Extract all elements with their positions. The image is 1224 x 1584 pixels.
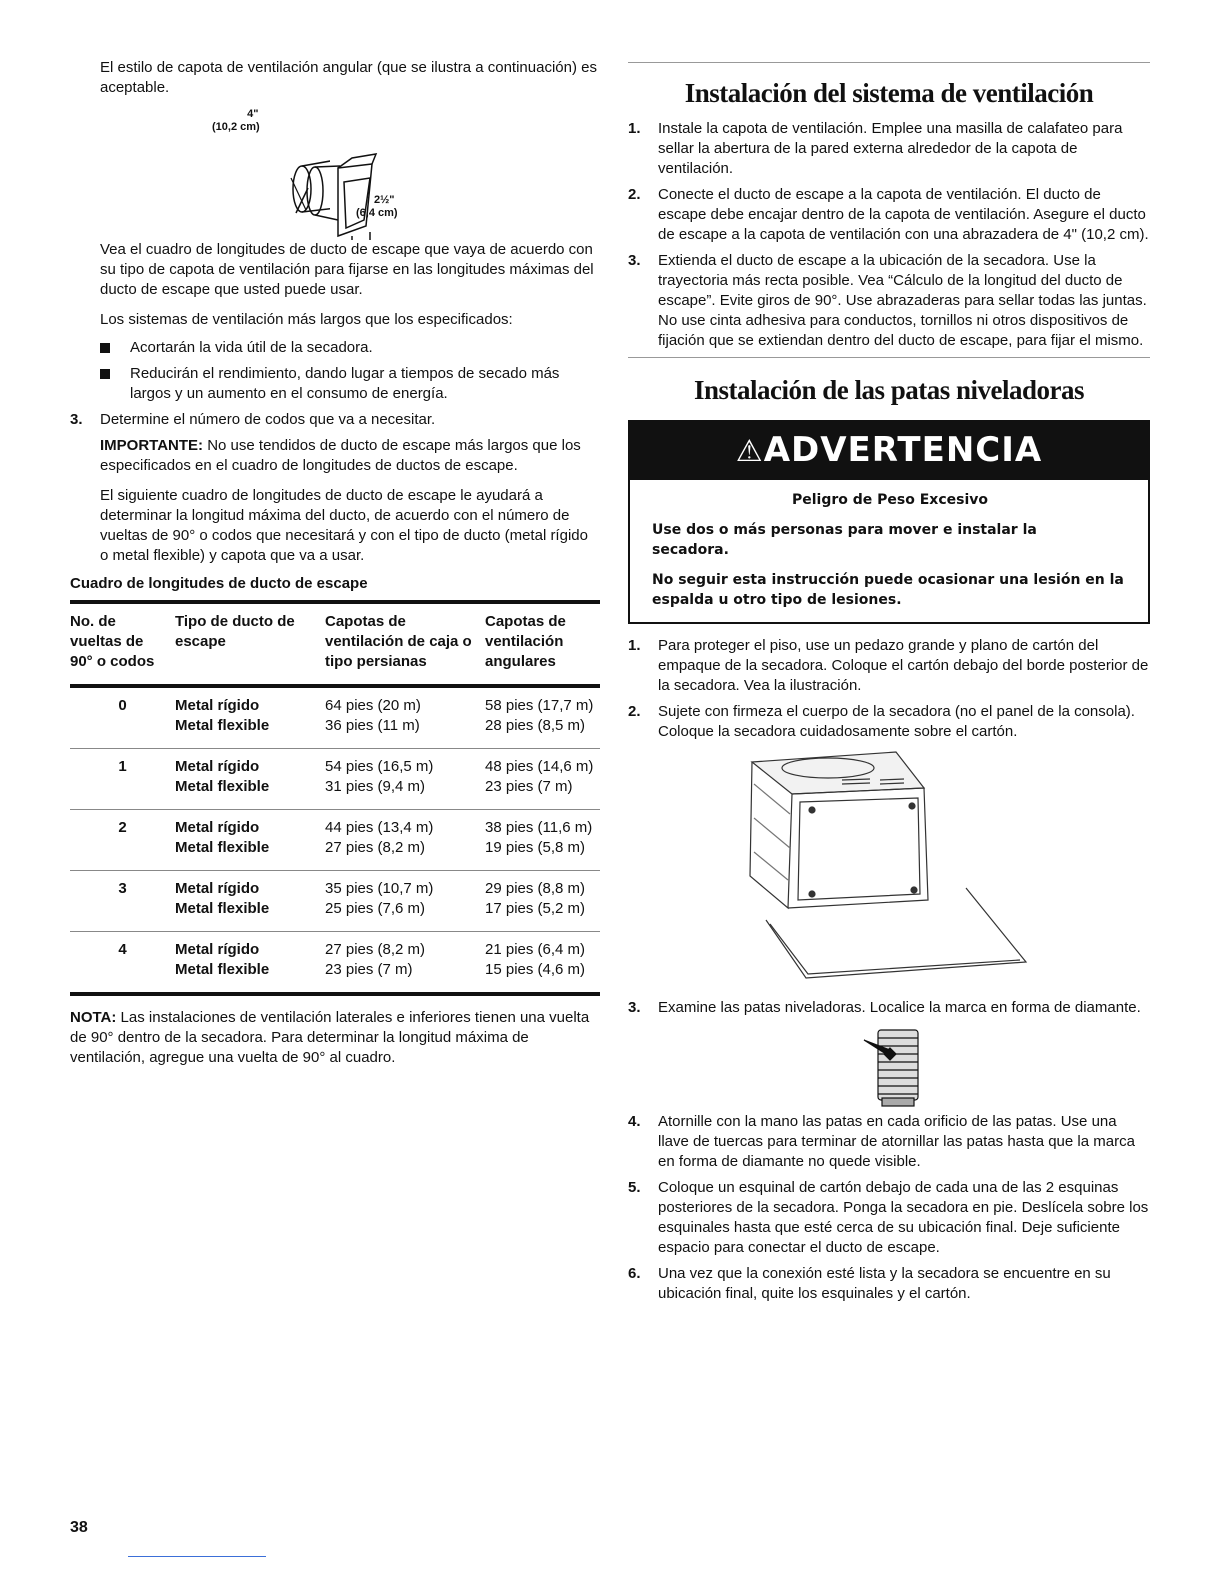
leveling-steps-c [628,1112,1150,1304]
flexible-label: Metal flexible [175,717,270,734]
dryer-on-cardboard-illustration [628,748,1150,998]
vent-step [628,251,1150,351]
table-header-row [70,602,600,686]
leveling-steps-a [628,636,1150,742]
step-number: 4. [628,1113,641,1130]
important-text: No use tendidos de ducto de escape más largos que los especificados en el cuadro de longitudes de ductos de escape. [100,437,581,474]
depth-cm: (6,4 cm) [356,207,398,219]
flexible-label: Metal flexible [175,961,270,978]
heading-vent-system: Instalación del sistema de ventilación [684,78,1094,108]
warning-header [630,422,1148,480]
step-number: 2. [628,186,641,203]
angled-vent-hood-diagram [100,108,600,240]
step-number: 5. [628,1179,641,1196]
important-note [100,436,600,476]
top-rule [628,62,1150,63]
section-rule [628,357,1150,358]
vent-step [628,185,1150,245]
intro-text: El estilo de capota de ventilación angular (que se ilustra a continuación) es aceptable. [100,59,597,96]
flexible-label: Metal flexible [175,778,270,795]
leveling-step [628,1178,1150,1258]
flexible-box-value: 27 pies (8,2 m) [325,839,426,856]
warning-box [628,420,1150,624]
step-text: Examine las patas niveladoras. Localice la marca en forma de diamante. [658,999,1141,1016]
rigid-label: Metal rígido [175,819,260,836]
flexible-label: Metal flexible [175,839,270,856]
rigid-angled-value: 21 pies (6,4 m) [485,941,586,958]
warning-title: ADVERTENCIA [763,430,1043,470]
table-row [70,810,600,871]
bullet-item: Acortarán la vida útil de la secadora. [100,338,600,358]
flexible-angled-value: 23 pies (7 m) [485,778,573,795]
vent-hood-lines [70,108,600,240]
leveling-step [628,1264,1150,1304]
step-number: 3. [628,999,641,1016]
step-text: Conecte el ducto de escape a la capota de ventilación. El ducto de escape debe encajar dentro de la capota de ventilación. Asegure el ducto de escape a la capota de ventilación con una abrazadera de 4" (10,2 cm). [658,186,1149,243]
flexible-box-value: 36 pies (11 m) [325,717,420,734]
table-row [70,932,600,995]
diameter-label [212,108,260,134]
flexible-box-value: 25 pies (7,6 m) [325,900,426,917]
important-label: IMPORTANTE: [100,437,204,454]
cell-box [325,932,485,995]
bullet-item: Reducirán el rendimiento, dando lugar a tiempos de secado más largos y un aumento en el consumo de energía. [100,364,600,404]
cell-box [325,686,485,749]
flexible-box-value: 23 pies (7 m) [325,961,413,978]
diameter-cm: (10,2 cm) [212,121,260,133]
leveling-step [628,998,1150,1018]
rigid-box-value: 64 pies (20 m) [325,697,421,714]
vent-steps [628,119,1150,351]
cell-box [325,749,485,810]
cell-angled [485,810,600,871]
leveling-steps-b [628,998,1150,1018]
table-row [70,871,600,932]
cell-turns: 2 [118,819,127,836]
step-text: Para proteger el piso, use un pedazo grande y plano de cartón del empaque de la secadora. Coloque el cartón debajo del borde posterior de la secadora. Vea la ilustración. [658,637,1149,694]
exhaust-length-table [70,600,600,996]
flexible-box-value: 31 pies (9,4 m) [325,778,426,795]
step-number: 1. [628,637,641,654]
nota-text: Las instalaciones de ventilación laterales e inferiores tienen una vuelta de 90° dentro de la secadora. Para determinar la longitud máxima de ventilación, agregue una vuelta de 90° al cuadro. [70,1009,590,1066]
rigid-angled-value: 38 pies (11,6 m) [485,819,593,836]
step-number: 3. [70,411,83,428]
rigid-box-value: 54 pies (16,5 m) [325,758,434,775]
step-3-elbows [70,410,600,566]
cell-duct-type [175,871,325,932]
leveling-step [628,636,1150,696]
rigid-label: Metal rígido [175,697,260,714]
flexible-label: Metal flexible [175,900,270,917]
step-number: 1. [628,120,641,137]
chart-explanation: El siguiente cuadro de longitudes de ducto de escape le ayudará a determinar la longitud máxima del ducto, de acuerdo con el número de vueltas de 90° o codos que necesitará y con el tipo de ducto (metal rígido o metal flexible) y capota que va a usar. [100,487,588,564]
cell-turns: 0 [118,697,127,714]
flexible-angled-value: 28 pies (8,5 m) [485,717,586,734]
step-text: Instale la capota de ventilación. Emplee una masilla de calafateo para sellar la abertura de la pared externa alrededor de la capota de ventilación. [658,120,1123,177]
rigid-box-value: 27 pies (8,2 m) [325,941,426,958]
flexible-angled-value: 19 pies (5,8 m) [485,839,586,856]
rigid-angled-value: 48 pies (14,6 m) [485,758,594,775]
depth-inches: 2½" [374,194,395,206]
step-number: 2. [628,703,641,720]
heading-leveling-legs: Instalación de las patas niveladoras [693,375,1085,405]
step-text: Una vez que la conexión esté lista y la secadora se encuentre en su ubicación final, quite los esquinales y el cartón. [658,1265,1111,1302]
warning-body [630,480,1148,622]
rigid-label: Metal rígido [175,880,260,897]
cell-angled [485,932,600,995]
header-turns: No. de vueltas de 90° o codos [70,613,155,670]
cell-duct-type [175,932,325,995]
warning-subtitle: Peligro de Peso Excesivo [791,492,988,508]
step-text: Extienda el ducto de escape a la ubicación de la secadora. Use la trayectoria más recta posible. Vea “Cálculo de la longitud del ducto de escape”. Evite giros de 90°. Use abrazaderas para sellar todas las juntas. No use cinta adhesiva para conductos, tornillos ni otros dispositivos de fijación que se extiendan dentro del ducto de escape, para fijar el mismo. [658,252,1147,349]
cell-box [325,810,485,871]
footer-rule [128,1556,266,1557]
cell-turns: 3 [118,880,127,897]
step-text: Sujete con firmeza el cuerpo de la secadora (no el panel de la consola). Coloque la secadora cuidadosamente sobre el cartón. [658,703,1135,740]
left-column [70,58,600,1068]
flexible-angled-value: 17 pies (5,2 m) [485,900,586,917]
cell-duct-type [175,686,325,749]
cell-duct-type [175,810,325,871]
warning-line-1: Use dos o más personas para mover e instalar la secadora. [652,522,1037,558]
step-text: Determine el número de codos que va a necesitar. [100,411,436,428]
flexible-angled-value: 15 pies (4,6 m) [485,961,586,978]
rigid-label: Metal rígido [175,941,260,958]
rigid-angled-value: 29 pies (8,8 m) [485,880,586,897]
header-angled: Capotas de ventilación angulares [485,613,566,670]
leveling-leg-icon [628,1024,1150,1112]
page-number: 38 [70,1519,88,1536]
step-number: 3. [628,252,641,269]
diameter-inches: 4" [247,108,259,120]
header-duct-type: Tipo de ducto de escape [175,613,295,650]
paragraph-chart-reference: Vea el cuadro de longitudes de ducto de escape que vaya de acuerdo con su tipo de capota de ventilación para fijarse en las longitudes máximas del ducto de escape que usted puede usar. [100,241,594,298]
step-text: Coloque un esquinal de cartón debajo de cada una de las 2 esquinas posteriores de la secadora. Ponga la secadora en pie. Deslícela sobre los esquinales hasta que esté cerca de su ubicación final. Deje suficiente espacio para conectar el ducto de escape. [658,1179,1149,1256]
leveling-step [628,702,1150,742]
nota-note [70,1008,600,1068]
cell-angled [485,871,600,932]
nota-label: NOTA: [70,1009,117,1026]
rigid-box-value: 44 pies (13,4 m) [325,819,434,836]
depth-label [356,194,398,220]
rigid-label: Metal rígido [175,758,260,775]
table-row [70,749,600,810]
consequences-list [100,338,600,404]
cell-angled [485,749,600,810]
right-column [628,62,1150,1310]
cell-box [325,871,485,932]
vent-step [628,119,1150,179]
header-box-louvered: Capotas de ventilación de caja o tipo persianas [325,613,472,670]
warning-line-2: No seguir esta instrucción puede ocasionar una lesión en la espalda u otro tipo de lesiones. [652,572,1124,608]
leveling-step [628,1112,1150,1172]
rigid-angled-value: 58 pies (17,7 m) [485,697,594,714]
cell-turns: 1 [118,758,127,775]
dryer-cardboard-drawing [628,748,1150,998]
step-text: Atornille con la mano las patas en cada orificio de las patas. Use una llave de tuercas para terminar de atornillar las patas hasta que la marca en forma de diamante no quede visible. [658,1113,1135,1170]
table-row [70,686,600,749]
warning-triangle-icon: ⚠ [735,434,764,469]
rigid-box-value: 35 pies (10,7 m) [325,880,434,897]
cell-duct-type [175,749,325,810]
cell-angled [485,686,600,749]
step-number: 6. [628,1265,641,1282]
cell-turns: 4 [118,941,127,958]
paragraph-longer-systems: Los sistemas de ventilación más largos que los especificados: [100,311,513,328]
leveling-leg-illustration [628,1024,1150,1112]
table-title: Cuadro de longitudes de ducto de escape [70,575,368,592]
